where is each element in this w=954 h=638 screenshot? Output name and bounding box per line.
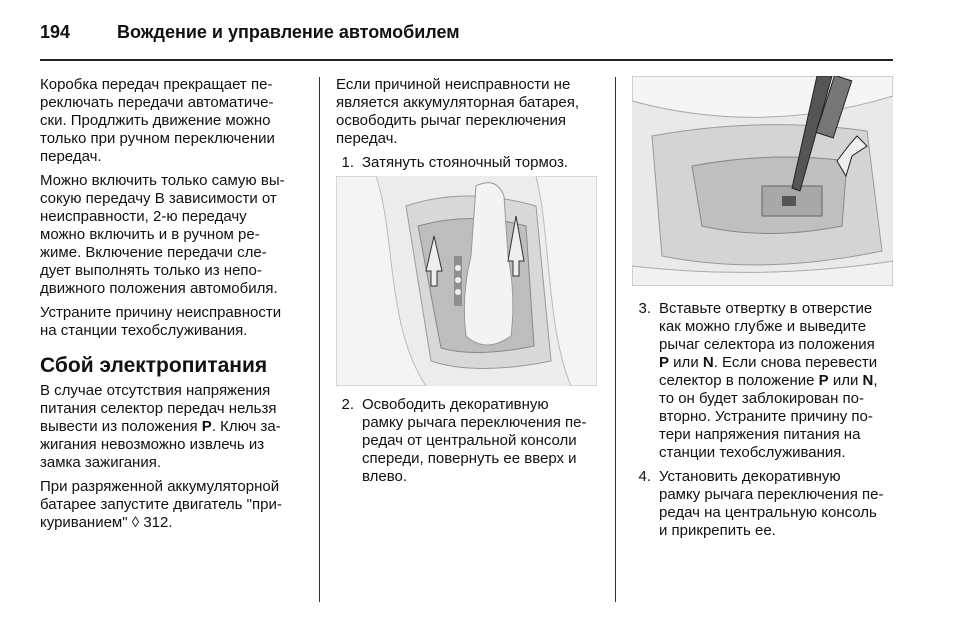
text-run: При разряженной аккумуляторной батарее запустите двигатель "при- куриванием" [40, 478, 282, 531]
column-1 [40, 76, 308, 538]
column-divider [319, 77, 320, 602]
step-number: 2. [341, 396, 354, 413]
gear-position-p: P [659, 354, 670, 371]
text-run: Вставьте отвертку в отверстие как можно глубже и выведите рычаг селектора из положения [659, 300, 875, 353]
text-run: или [669, 354, 703, 371]
page-number: 194 [40, 22, 71, 42]
page-header [40, 20, 893, 56]
step-1 [336, 154, 604, 172]
header-rule [40, 59, 893, 61]
step-text [659, 300, 878, 462]
step-3 [631, 300, 893, 462]
gear-position-n: N [702, 354, 714, 371]
step-number: 3. [638, 300, 651, 317]
paragraph: Если причиной неисправности не является аккумуляторная батарея, освободить рычаг переключения передач. [336, 76, 580, 147]
text-run: . Если снова перевести селектор в положение [659, 354, 878, 389]
step-text: Освободить декоративную рамку рычага переключения пе- редач от центральной консоли спереди, повернуть ее вверх и влево. [362, 396, 587, 485]
section-title: Сбой электропитания [40, 354, 268, 377]
step-text: Затянуть стояночный тормоз. [362, 154, 569, 171]
column-divider [615, 77, 616, 602]
step-text: Установить декоративную рамку рычага переключения пе- редач на центральную консоль и прикрепить ее. [659, 468, 884, 539]
text-run: В случае отсутствия напряжения питания селектор передач нельзя вывести из положения [40, 382, 277, 435]
text-run: или [828, 372, 863, 389]
gear-selector-trim-illustration [336, 176, 597, 386]
column-2 [336, 76, 604, 178]
paragraph: Коробка передач прекращает пе- реключать передачи автоматиче- ски. Продлжить движение можно только при ручном переключении передач. [40, 76, 275, 165]
paragraph [40, 478, 308, 532]
column-2-lower [336, 396, 604, 492]
gear-position-p: P [201, 418, 212, 435]
text-run: . Ключ за- жигания невозможно извлечь из замка зажигания. [40, 418, 281, 471]
column-3 [631, 300, 893, 546]
page-title: Вождение и управление автомобилем [117, 22, 460, 42]
text-run: , то он будет заблокирован по- вторно. Устраните причину по- тери напряжения питания на станции техобслуживания. [659, 372, 878, 461]
arrow-reference-icon[interactable]: ◊ [131, 514, 140, 531]
step-number: 4. [638, 468, 651, 485]
step-2 [336, 396, 604, 486]
step-4 [631, 468, 893, 540]
page-reference[interactable]: 312. [139, 514, 173, 531]
paragraph: Устраните причину неисправности на станции техобслуживания. [40, 304, 282, 339]
step-number: 1. [341, 154, 354, 171]
screwdriver-release-illustration [632, 76, 893, 286]
paragraph: Можно включить только самую вы- сокую передачу В зависимости от неисправности, 2-ю передачу можно включить и в ручном ре- жиме. Включение передачи сле- дует выполнять только из непо- движного положения автомобиля. [40, 172, 285, 297]
gear-position-n: N [862, 372, 874, 389]
paragraph [40, 382, 308, 472]
gear-position-p: P [818, 372, 829, 389]
